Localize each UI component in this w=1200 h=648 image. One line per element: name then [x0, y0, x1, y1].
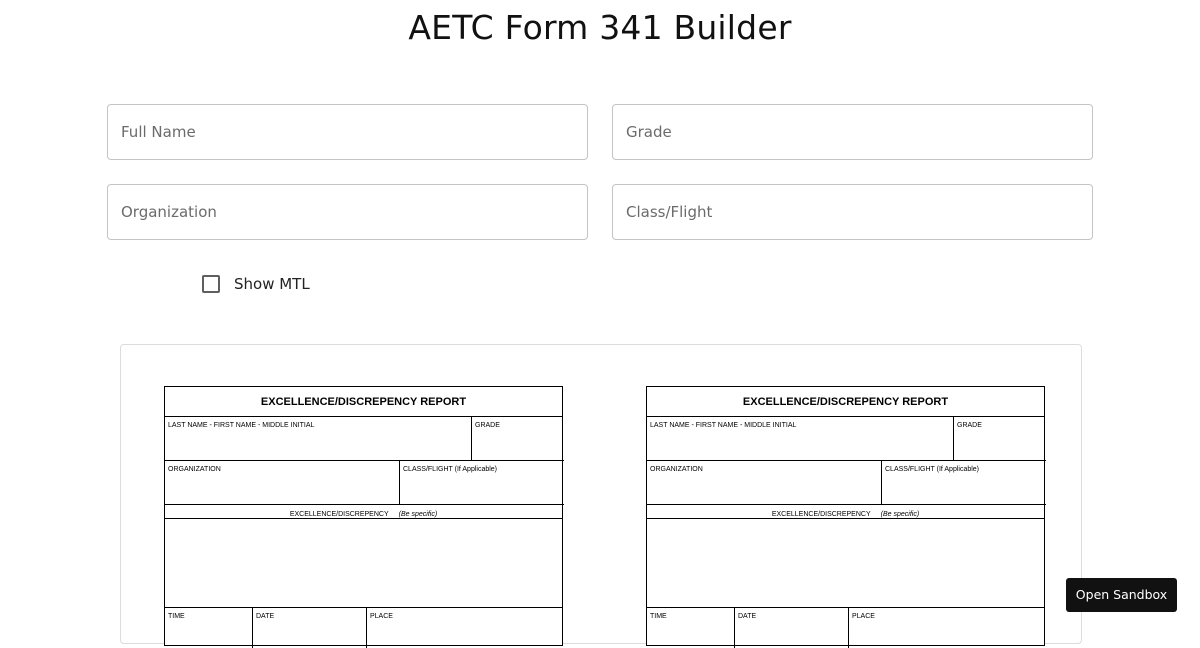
grade-field[interactable] — [612, 104, 1093, 160]
grade-cell-label: GRADE — [957, 422, 982, 429]
excellence-header — [647, 505, 1044, 519]
excellence-note: (Be specific) — [880, 511, 920, 518]
show-mtl-checkbox[interactable] — [202, 275, 220, 293]
date-cell-label: DATE — [256, 613, 275, 620]
place-cell-label: PLACE — [370, 613, 393, 620]
name-cell-label: LAST NAME - FIRST NAME - MIDDLE INITIAL — [168, 422, 315, 429]
name-cell — [647, 417, 954, 461]
show-mtl-label: Show MTL — [234, 275, 310, 293]
class-flight-input[interactable] — [613, 185, 1092, 239]
date-cell-label: DATE — [738, 613, 757, 620]
excellence-label: EXCELLENCE/DISCREPENCY — [289, 511, 389, 518]
organization-field[interactable] — [107, 184, 588, 240]
place-cell — [367, 608, 564, 648]
date-cell — [735, 608, 849, 648]
excellence-note: (Be specific) — [398, 511, 438, 518]
full-name-field[interactable] — [107, 104, 588, 160]
organization-cell — [165, 461, 400, 505]
organization-input[interactable] — [108, 185, 587, 239]
grade-input[interactable] — [613, 105, 1092, 159]
name-cell-label: LAST NAME - FIRST NAME - MIDDLE INITIAL — [650, 422, 797, 429]
form-341-card — [646, 386, 1045, 646]
excellence-body — [647, 519, 1044, 608]
form-preview-panel — [120, 344, 1082, 644]
class-cell — [882, 461, 1046, 505]
class-flight-field[interactable] — [612, 184, 1093, 240]
name-cell — [165, 417, 472, 461]
form-341-card — [164, 386, 563, 646]
date-cell — [253, 608, 367, 648]
class-cell — [400, 461, 564, 505]
time-cell — [165, 608, 253, 648]
time-cell-label: TIME — [650, 613, 667, 620]
form-title: EXCELLENCE/DISCREPENCY REPORT — [647, 387, 1044, 417]
place-cell-label: PLACE — [852, 613, 875, 620]
grade-cell-label: GRADE — [475, 422, 500, 429]
excellence-body — [165, 519, 562, 608]
show-mtl-toggle[interactable] — [202, 275, 310, 293]
open-sandbox-button[interactable]: Open Sandbox — [1066, 578, 1177, 612]
excellence-header — [165, 505, 562, 519]
class-cell-label: CLASS/FLIGHT (If Applicable) — [885, 466, 980, 473]
place-cell — [849, 608, 1046, 648]
time-cell — [647, 608, 735, 648]
form-title: EXCELLENCE/DISCREPENCY REPORT — [165, 387, 562, 417]
page-title: AETC Form 341 Builder — [408, 8, 792, 47]
full-name-input[interactable] — [108, 105, 587, 159]
organization-cell — [647, 461, 882, 505]
organization-cell-label: ORGANIZATION — [168, 466, 221, 473]
excellence-label: EXCELLENCE/DISCREPENCY — [771, 511, 871, 518]
class-cell-label: CLASS/FLIGHT (If Applicable) — [403, 466, 498, 473]
grade-cell — [472, 417, 564, 461]
time-cell-label: TIME — [168, 613, 185, 620]
grade-cell — [954, 417, 1046, 461]
organization-cell-label: ORGANIZATION — [650, 466, 703, 473]
